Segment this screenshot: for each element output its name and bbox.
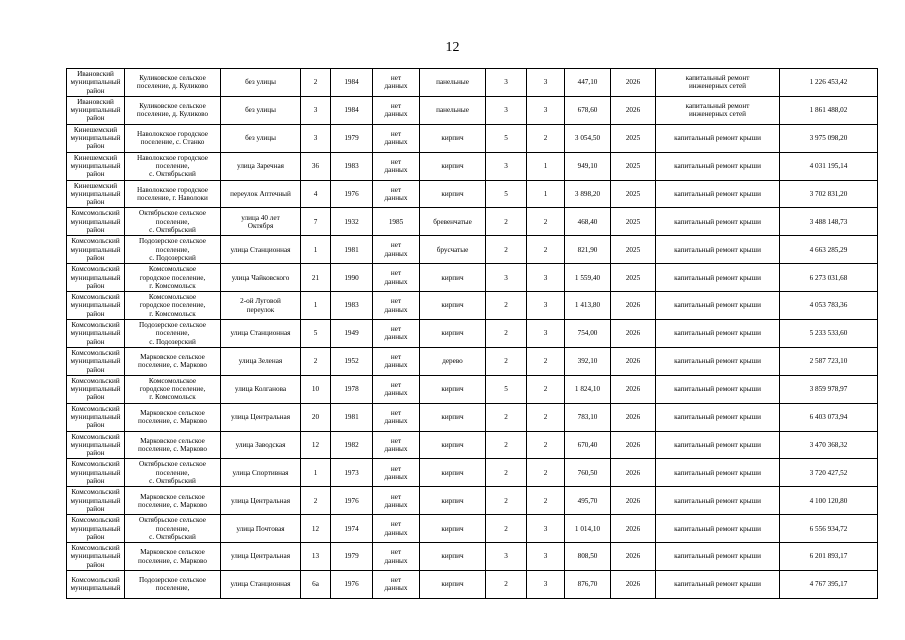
house-number-cell: 1 [301, 459, 331, 487]
build-year-cell: 1932 [331, 208, 373, 236]
work-type-cell: капитальный ремонт крыши [656, 208, 780, 236]
district-cell: Комсомольский муниципальный район [67, 487, 125, 515]
cost-cell: 4 100 120,80 [780, 487, 878, 515]
floors-cell: 2 [486, 347, 527, 375]
settlement-cell: Наволокское городское поселение, с. Октябрьский [125, 152, 221, 180]
work-type-cell: капитальный ремонт крыши [656, 543, 780, 571]
build-year-cell: 1978 [331, 375, 373, 403]
street-cell: улица Станционная [221, 320, 301, 348]
housing-repair-table [66, 68, 878, 599]
plan-year-cell: 2026 [611, 69, 656, 97]
overhaul-year-cell: нет данных [373, 403, 420, 431]
wall-material-cell: кирпич [420, 431, 486, 459]
entrances-cell: 2 [527, 124, 565, 152]
wall-material-cell: кирпич [420, 543, 486, 571]
area-cell: 1 413,80 [565, 292, 611, 320]
entrances-cell: 3 [527, 264, 565, 292]
settlement-cell: Октябрьское сельское поселение, с. Октябрьский [125, 459, 221, 487]
cost-cell: 3 975 098,20 [780, 124, 878, 152]
district-cell: Комсомольский муниципальный район [67, 208, 125, 236]
house-number-cell: 10 [301, 375, 331, 403]
cost-cell: 4 031 195,14 [780, 152, 878, 180]
floors-cell: 2 [486, 487, 527, 515]
house-number-cell: 1 [301, 292, 331, 320]
district-cell: Комсомольский муниципальный район [67, 515, 125, 543]
work-type-cell: капитальный ремонт крыши [656, 403, 780, 431]
area-cell: 678,60 [565, 96, 611, 124]
settlement-cell: Подозерское сельское поселение, с. Подозерский [125, 236, 221, 264]
district-cell: Кинешемский муниципальный район [67, 152, 125, 180]
settlement-cell: Октябрьское сельское поселение, с. Октябрьский [125, 208, 221, 236]
street-cell: улица Центральная [221, 403, 301, 431]
floors-cell: 2 [486, 431, 527, 459]
entrances-cell: 1 [527, 180, 565, 208]
table-row [67, 347, 878, 375]
table-row [67, 487, 878, 515]
settlement-cell: Марковское сельское поселение, с. Марково [125, 487, 221, 515]
overhaul-year-cell: нет данных [373, 543, 420, 571]
entrances-cell: 3 [527, 320, 565, 348]
settlement-cell: Октябрьское сельское поселение, с. Октябрьский [125, 515, 221, 543]
cost-cell: 4 663 285,29 [780, 236, 878, 264]
house-number-cell: 20 [301, 403, 331, 431]
overhaul-year-cell: нет данных [373, 152, 420, 180]
plan-year-cell: 2025 [611, 208, 656, 236]
overhaul-year-cell: нет данных [373, 180, 420, 208]
wall-material-cell: кирпич [420, 375, 486, 403]
plan-year-cell: 2026 [611, 543, 656, 571]
area-cell: 495,70 [565, 487, 611, 515]
area-cell: 670,40 [565, 431, 611, 459]
cost-cell: 6 201 893,17 [780, 543, 878, 571]
wall-material-cell: бревенчатые [420, 208, 486, 236]
area-cell: 754,00 [565, 320, 611, 348]
entrances-cell: 2 [527, 431, 565, 459]
work-type-cell: капитальный ремонт крыши [656, 236, 780, 264]
cost-cell: 3 702 831,20 [780, 180, 878, 208]
floors-cell: 2 [486, 403, 527, 431]
settlement-cell: Марковское сельское поселение, с. Марково [125, 543, 221, 571]
table-row [67, 264, 878, 292]
settlement-cell: Куликовское сельское поселение, д. Куликово [125, 69, 221, 97]
table-row [67, 208, 878, 236]
house-number-cell: 1 [301, 236, 331, 264]
cost-cell: 3 859 978,97 [780, 375, 878, 403]
settlement-cell: Подозерское сельское поселение, с. Подозерский [125, 320, 221, 348]
district-cell: Комсомольский муниципальный район [67, 375, 125, 403]
street-cell: переулок Аптечный [221, 180, 301, 208]
overhaul-year-cell: нет данных [373, 515, 420, 543]
build-year-cell: 1981 [331, 403, 373, 431]
cost-cell: 6 273 031,68 [780, 264, 878, 292]
street-cell: улица Заводская [221, 431, 301, 459]
build-year-cell: 1983 [331, 292, 373, 320]
table-row [67, 292, 878, 320]
table-row [67, 571, 878, 599]
street-cell: улица Зеленая [221, 347, 301, 375]
wall-material-cell: кирпич [420, 487, 486, 515]
plan-year-cell: 2025 [611, 124, 656, 152]
settlement-cell: Марковское сельское поселение, с. Марково [125, 431, 221, 459]
work-type-cell: капитальный ремонт крыши [656, 571, 780, 599]
street-cell: улица Чайковского [221, 264, 301, 292]
work-type-cell: капитальный ремонт инженерных сетей [656, 96, 780, 124]
house-number-cell: 6а [301, 571, 331, 599]
settlement-cell: Наволокское городское поселение, с. Станко [125, 124, 221, 152]
plan-year-cell: 2026 [611, 403, 656, 431]
wall-material-cell: дерево [420, 347, 486, 375]
table-row [67, 124, 878, 152]
plan-year-cell: 2025 [611, 152, 656, 180]
work-type-cell: капитальный ремонт крыши [656, 487, 780, 515]
plan-year-cell: 2025 [611, 236, 656, 264]
wall-material-cell: кирпич [420, 152, 486, 180]
settlement-cell: Комсомольское городское поселение, г. Комсомольск [125, 375, 221, 403]
street-cell: без улицы [221, 69, 301, 97]
entrances-cell: 3 [527, 543, 565, 571]
house-number-cell: 13 [301, 543, 331, 571]
area-cell: 876,70 [565, 571, 611, 599]
district-cell: Ивановский муниципальный район [67, 96, 125, 124]
street-cell: без улицы [221, 124, 301, 152]
table-row [67, 543, 878, 571]
area-cell: 468,40 [565, 208, 611, 236]
house-number-cell: 5 [301, 320, 331, 348]
build-year-cell: 1973 [331, 459, 373, 487]
plan-year-cell: 2026 [611, 515, 656, 543]
work-type-cell: капитальный ремонт крыши [656, 515, 780, 543]
work-type-cell: капитальный ремонт крыши [656, 347, 780, 375]
build-year-cell: 1982 [331, 431, 373, 459]
table-body [67, 69, 878, 599]
build-year-cell: 1952 [331, 347, 373, 375]
area-cell: 949,10 [565, 152, 611, 180]
district-cell: Комсомольский муниципальный район [67, 264, 125, 292]
entrances-cell: 1 [527, 152, 565, 180]
overhaul-year-cell: нет данных [373, 96, 420, 124]
house-number-cell: 36 [301, 152, 331, 180]
settlement-cell: Марковское сельское поселение, с. Марково [125, 403, 221, 431]
table-row [67, 375, 878, 403]
overhaul-year-cell: нет данных [373, 375, 420, 403]
house-number-cell: 12 [301, 431, 331, 459]
floors-cell: 2 [486, 459, 527, 487]
plan-year-cell: 2025 [611, 264, 656, 292]
overhaul-year-cell: нет данных [373, 431, 420, 459]
entrances-cell: 2 [527, 459, 565, 487]
entrances-cell: 2 [527, 208, 565, 236]
wall-material-cell: кирпич [420, 459, 486, 487]
overhaul-year-cell: нет данных [373, 69, 420, 97]
work-type-cell: капитальный ремонт инженерных сетей [656, 69, 780, 97]
district-cell: Ивановский муниципальный район [67, 69, 125, 97]
overhaul-year-cell: нет данных [373, 487, 420, 515]
entrances-cell: 2 [527, 347, 565, 375]
street-cell: улица Станционная [221, 236, 301, 264]
settlement-cell: Куликовское сельское поселение, д. Куликово [125, 96, 221, 124]
floors-cell: 2 [486, 208, 527, 236]
wall-material-cell: кирпич [420, 180, 486, 208]
overhaul-year-cell: 1985 [373, 208, 420, 236]
house-number-cell: 3 [301, 124, 331, 152]
house-number-cell: 12 [301, 515, 331, 543]
district-cell: Кинешемский муниципальный район [67, 124, 125, 152]
street-cell: улица Спортивная [221, 459, 301, 487]
floors-cell: 2 [486, 236, 527, 264]
cost-cell: 2 587 723,10 [780, 347, 878, 375]
work-type-cell: капитальный ремонт крыши [656, 180, 780, 208]
work-type-cell: капитальный ремонт крыши [656, 264, 780, 292]
area-cell: 3 054,50 [565, 124, 611, 152]
floors-cell: 3 [486, 96, 527, 124]
build-year-cell: 1979 [331, 124, 373, 152]
district-cell: Комсомольский муниципальный район [67, 320, 125, 348]
district-cell: Комсомольский муниципальный район [67, 543, 125, 571]
build-year-cell: 1976 [331, 180, 373, 208]
cost-cell: 1 861 488,02 [780, 96, 878, 124]
table-row [67, 320, 878, 348]
plan-year-cell: 2026 [611, 571, 656, 599]
wall-material-cell: кирпич [420, 124, 486, 152]
plan-year-cell: 2026 [611, 459, 656, 487]
work-type-cell: капитальный ремонт крыши [656, 124, 780, 152]
entrances-cell: 3 [527, 292, 565, 320]
wall-material-cell: кирпич [420, 515, 486, 543]
build-year-cell: 1984 [331, 96, 373, 124]
area-cell: 392,10 [565, 347, 611, 375]
floors-cell: 5 [486, 180, 527, 208]
wall-material-cell: брусчатые [420, 236, 486, 264]
work-type-cell: капитальный ремонт крыши [656, 459, 780, 487]
wall-material-cell: кирпич [420, 571, 486, 599]
overhaul-year-cell: нет данных [373, 459, 420, 487]
table-row [67, 403, 878, 431]
wall-material-cell: кирпич [420, 292, 486, 320]
plan-year-cell: 2026 [611, 292, 656, 320]
cost-cell: 1 226 453,42 [780, 69, 878, 97]
table-row [67, 152, 878, 180]
floors-cell: 5 [486, 124, 527, 152]
cost-cell: 4 767 395,17 [780, 571, 878, 599]
build-year-cell: 1976 [331, 487, 373, 515]
table-row [67, 236, 878, 264]
plan-year-cell: 2026 [611, 347, 656, 375]
entrances-cell: 3 [527, 96, 565, 124]
floors-cell: 5 [486, 375, 527, 403]
floors-cell: 3 [486, 264, 527, 292]
floors-cell: 2 [486, 292, 527, 320]
area-cell: 1 014,10 [565, 515, 611, 543]
district-cell: Комсомольский муниципальный район [67, 292, 125, 320]
cost-cell: 3 470 368,32 [780, 431, 878, 459]
area-cell: 808,50 [565, 543, 611, 571]
house-number-cell: 2 [301, 69, 331, 97]
table-row [67, 180, 878, 208]
overhaul-year-cell: нет данных [373, 264, 420, 292]
overhaul-year-cell: нет данных [373, 124, 420, 152]
street-cell: без улицы [221, 96, 301, 124]
table-row [67, 431, 878, 459]
district-cell: Комсомольский муниципальный район [67, 431, 125, 459]
entrances-cell: 2 [527, 403, 565, 431]
street-cell: 2-ой Луговой переулок [221, 292, 301, 320]
area-cell: 447,10 [565, 69, 611, 97]
entrances-cell: 2 [527, 487, 565, 515]
district-cell: Комсомольский муниципальный район [67, 459, 125, 487]
settlement-cell: Комсомольское городское поселение, г. Комсомольск [125, 292, 221, 320]
area-cell: 1 559,40 [565, 264, 611, 292]
table-row [67, 459, 878, 487]
work-type-cell: капитальный ремонт крыши [656, 152, 780, 180]
area-cell: 3 898,20 [565, 180, 611, 208]
wall-material-cell: кирпич [420, 264, 486, 292]
district-cell: Комсомольский муниципальный [67, 571, 125, 599]
work-type-cell: капитальный ремонт крыши [656, 292, 780, 320]
floors-cell: 2 [486, 515, 527, 543]
entrances-cell: 3 [527, 515, 565, 543]
street-cell: улица Колганова [221, 375, 301, 403]
settlement-cell: Марковское сельское поселение, с. Марково [125, 347, 221, 375]
build-year-cell: 1949 [331, 320, 373, 348]
district-cell: Комсомольский муниципальный район [67, 347, 125, 375]
wall-material-cell: кирпич [420, 320, 486, 348]
plan-year-cell: 2026 [611, 487, 656, 515]
district-cell: Комсомольский муниципальный район [67, 236, 125, 264]
work-type-cell: капитальный ремонт крыши [656, 375, 780, 403]
house-number-cell: 7 [301, 208, 331, 236]
street-cell: улица Станционная [221, 571, 301, 599]
settlement-cell: Комсомольское городское поселение, г. Комсомольск [125, 264, 221, 292]
table-row [67, 515, 878, 543]
entrances-cell: 3 [527, 571, 565, 599]
wall-material-cell: кирпич [420, 403, 486, 431]
area-cell: 783,10 [565, 403, 611, 431]
cost-cell: 6 556 934,72 [780, 515, 878, 543]
floors-cell: 3 [486, 69, 527, 97]
overhaul-year-cell: нет данных [373, 236, 420, 264]
plan-year-cell: 2026 [611, 431, 656, 459]
floors-cell: 3 [486, 543, 527, 571]
plan-year-cell: 2026 [611, 375, 656, 403]
build-year-cell: 1976 [331, 571, 373, 599]
area-cell: 760,50 [565, 459, 611, 487]
house-number-cell: 21 [301, 264, 331, 292]
overhaul-year-cell: нет данных [373, 571, 420, 599]
build-year-cell: 1981 [331, 236, 373, 264]
street-cell: улица Почтовая [221, 515, 301, 543]
overhaul-year-cell: нет данных [373, 347, 420, 375]
area-cell: 1 824,10 [565, 375, 611, 403]
area-cell: 821,90 [565, 236, 611, 264]
build-year-cell: 1984 [331, 69, 373, 97]
work-type-cell: капитальный ремонт крыши [656, 431, 780, 459]
build-year-cell: 1983 [331, 152, 373, 180]
street-cell: улица Заречная [221, 152, 301, 180]
settlement-cell: Подозерское сельское поселение, [125, 571, 221, 599]
floors-cell: 3 [486, 152, 527, 180]
plan-year-cell: 2026 [611, 320, 656, 348]
wall-material-cell: панельные [420, 69, 486, 97]
entrances-cell: 2 [527, 236, 565, 264]
wall-material-cell: панельные [420, 96, 486, 124]
plan-year-cell: 2026 [611, 96, 656, 124]
work-type-cell: капитальный ремонт крыши [656, 320, 780, 348]
cost-cell: 3 720 427,52 [780, 459, 878, 487]
district-cell: Кинешемский муниципальный район [67, 180, 125, 208]
floors-cell: 2 [486, 571, 527, 599]
build-year-cell: 1979 [331, 543, 373, 571]
house-number-cell: 2 [301, 347, 331, 375]
district-cell: Комсомольский муниципальный район [67, 403, 125, 431]
overhaul-year-cell: нет данных [373, 292, 420, 320]
floors-cell: 2 [486, 320, 527, 348]
build-year-cell: 1990 [331, 264, 373, 292]
table-row [67, 69, 878, 97]
cost-cell: 4 053 783,36 [780, 292, 878, 320]
entrances-cell: 3 [527, 69, 565, 97]
overhaul-year-cell: нет данных [373, 320, 420, 348]
page-number: 12 [445, 40, 460, 55]
street-cell: улица Центральная [221, 543, 301, 571]
cost-cell: 6 403 073,94 [780, 403, 878, 431]
house-number-cell: 2 [301, 487, 331, 515]
build-year-cell: 1974 [331, 515, 373, 543]
table-row [67, 96, 878, 124]
cost-cell: 5 233 533,60 [780, 320, 878, 348]
entrances-cell: 2 [527, 375, 565, 403]
street-cell: улица 40 лет Октября [221, 208, 301, 236]
house-number-cell: 4 [301, 180, 331, 208]
street-cell: улица Центральная [221, 487, 301, 515]
cost-cell: 3 488 148,73 [780, 208, 878, 236]
settlement-cell: Наволокское городское поселение, г. Наволоки [125, 180, 221, 208]
house-number-cell: 3 [301, 96, 331, 124]
plan-year-cell: 2025 [611, 180, 656, 208]
